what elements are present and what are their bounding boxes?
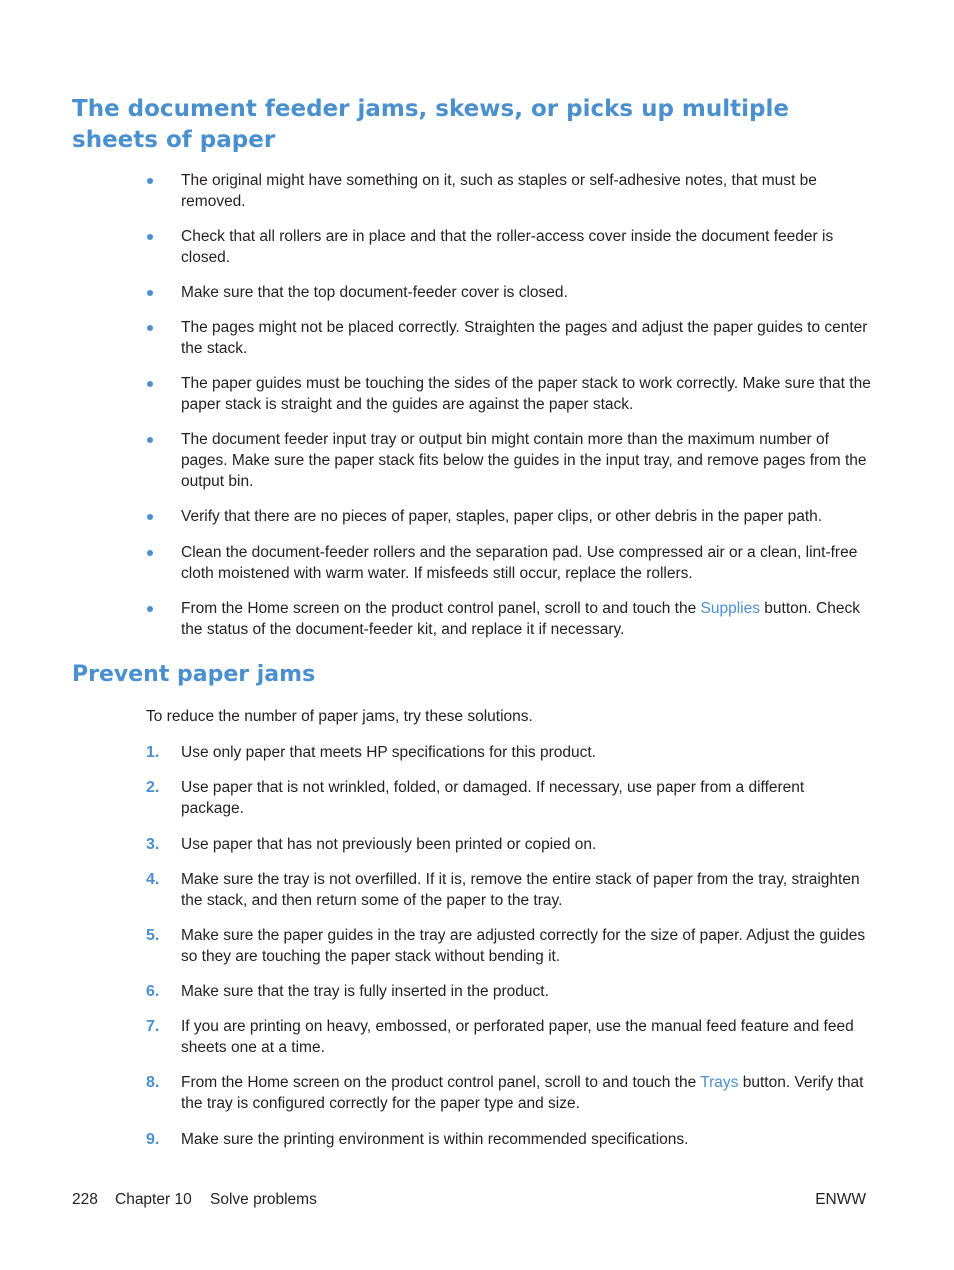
chapter-label: Chapter 10 <box>115 1191 192 1208</box>
list-item: The document feeder input tray or output bin might contain more than the maximum number of pages. Make sure the paper stack fits below the guides in the input tray, and remove pages from the output bin. <box>181 429 871 492</box>
step-item: 6. Make sure that the tray is fully inserted in the product. <box>146 983 549 1000</box>
step-item: 3. Use paper that has not previously been printed or copied on. <box>146 836 597 853</box>
step-number: 7. <box>146 1018 160 1035</box>
step-number: 4. <box>146 871 160 888</box>
intro-text: To reduce the number of paper jams, try these solutions. <box>146 708 533 725</box>
list-item: The paper guides must be touching the sides of the paper stack to work correctly. Make sure that the paper stack is straight and the guides are against the paper stack. <box>181 373 871 415</box>
step-number: 9. <box>146 1131 160 1148</box>
step-number: 8. <box>146 1074 160 1091</box>
step-number: 3. <box>146 836 160 853</box>
bullet-icon <box>147 325 153 331</box>
doc-code: ENWW <box>815 1191 866 1208</box>
supplies-link[interactable]: Supplies <box>700 600 760 617</box>
list-item: The pages might not be placed correctly. Straighten the pages and adjust the paper guides to center the stack. <box>181 317 871 359</box>
bullet-icon <box>147 290 153 296</box>
step-item: 1. Use only paper that meets HP specifications for this product. <box>146 744 596 761</box>
list-item: Make sure that the top document-feeder cover is closed. <box>181 282 871 303</box>
section-title-feeder-jams: The document feeder jams, skews, or picks up multiple sheets of paper <box>72 96 789 153</box>
list-item: Clean the document-feeder rollers and the separation pad. Use compressed air or a clean, lint-free cloth moistened with warm water. If misfeeds still occur, replace the rollers. <box>181 542 871 584</box>
bullet-icon <box>147 514 153 520</box>
step-number: 2. <box>146 779 160 796</box>
step-number: 6. <box>146 983 160 1000</box>
section-title-prevent-jams: Prevent paper jams <box>72 662 316 687</box>
bullet-icon <box>147 178 153 184</box>
bullet-icon <box>147 437 153 443</box>
step-number: 5. <box>146 927 160 944</box>
list-item: Verify that there are no pieces of paper, staples, paper clips, or other debris in the paper path. <box>181 506 871 527</box>
step-item: 8. From the Home screen on the product control panel, scroll to and touch the Trays button. Verify that the tray is configured correctly for the paper type and size. <box>146 1074 864 1112</box>
step-item: 4. Make sure the tray is not overfilled. If it is, remove the entire stack of paper from the tray, straighten the stack, and then return some of the paper to the tray. <box>146 871 860 909</box>
list-item: Check that all rollers are in place and that the roller-access cover inside the document feeder is closed. <box>181 226 871 268</box>
step-item: 7. If you are printing on heavy, embossed, or perforated paper, use the manual feed feature and feed sheets one at a time. <box>146 1018 854 1056</box>
bullet-icon <box>147 381 153 387</box>
step-item: 9. Make sure the printing environment is within recommended specifications. <box>146 1131 689 1148</box>
bullet-icon <box>147 234 153 240</box>
bullet-icon <box>147 550 153 556</box>
bullet-icon <box>147 606 153 612</box>
step-number: 1. <box>146 744 160 761</box>
chapter-title: Solve problems <box>210 1191 317 1208</box>
list-item: From the Home screen on the product control panel, scroll to and touch the Supplies button. Check the status of the document-feeder kit, and replace it if necessary. <box>181 598 871 640</box>
step-item: 2. Use paper that is not wrinkled, folded, or damaged. If necessary, use paper from a different package. <box>146 779 805 817</box>
list-item: The original might have something on it, such as staples or self-adhesive notes, that must be removed. <box>181 170 871 212</box>
trays-link[interactable]: Trays <box>700 1074 739 1091</box>
page-number: 228 <box>72 1191 98 1208</box>
step-item: 5. Make sure the paper guides in the tray are adjusted correctly for the size of paper. Adjust the guides so they are touching the paper stack without bending it. <box>146 927 866 965</box>
